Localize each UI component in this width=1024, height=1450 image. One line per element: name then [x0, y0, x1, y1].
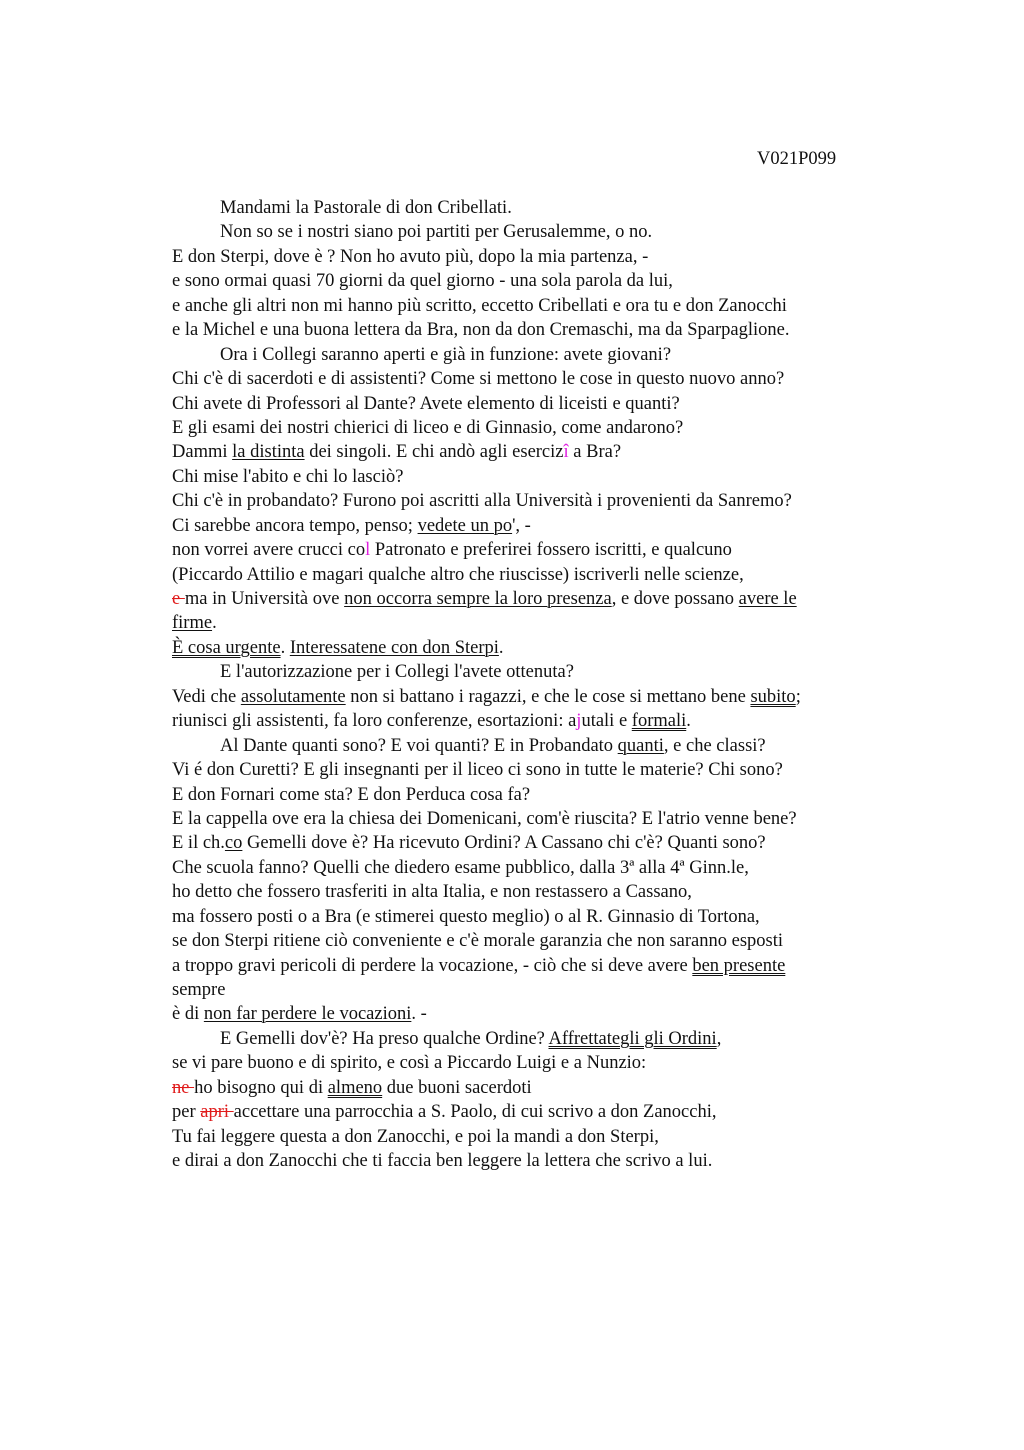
text-line — [172, 1125, 892, 1149]
text-segment: , — [716, 1028, 722, 1049]
text-segment: E la cappella ove era la chiesa dei Domenicani, com'è riuscita? E l'atrio venne bene? — [172, 808, 797, 829]
text-segment: a troppo gravi pericoli di perdere la vocazione, - ciò che si deve avere — [172, 955, 693, 976]
text-segment: . - — [411, 1004, 427, 1025]
text-segment: , e dove possano — [611, 589, 739, 609]
text-segment: e anche gli altri non mi hanno più scritto, eccetto Cribellati e ora tu e don Zanocchi — [172, 295, 787, 316]
double-underlined-text: È cosa urgente — [172, 637, 281, 658]
text-line — [172, 978, 892, 1002]
text-line — [172, 343, 892, 367]
text-segment: . — [686, 711, 691, 732]
double-underlined-text: almeno — [327, 1077, 383, 1098]
text-segment: non vorrei avere crucci co — [172, 540, 366, 561]
underlined-text: co — [224, 833, 243, 854]
underlined-text: non occorra sempre la loro presenza — [344, 589, 612, 609]
text-segment: E don Sterpi, dove è ? Non ho avuto più, dopo la mia partenza, - — [172, 246, 649, 267]
text-line — [172, 929, 892, 953]
text-line — [172, 831, 892, 855]
text-line — [172, 758, 892, 782]
underlined-text: assolutamente — [240, 686, 346, 707]
text-segment: . — [212, 613, 217, 634]
text-line — [172, 1149, 892, 1173]
double-underlined-text: Affrettategli gli Ordini — [548, 1028, 717, 1049]
text-line — [172, 1002, 892, 1026]
text-segment: a Bra? — [568, 442, 622, 463]
text-segment: Vedi che — [172, 686, 241, 707]
underlined-text: avere le — [738, 589, 797, 609]
text-line — [172, 660, 892, 684]
text-line — [172, 856, 892, 880]
text-line — [172, 587, 892, 611]
text-segment: E Gemelli dov'è? Ha preso qualche Ordine? — [220, 1028, 549, 1049]
text-segment: sempre — [172, 980, 226, 1000]
text-segment: e sono ormai quasi 70 giorni da quel giorno - una sola parola da lui, — [172, 271, 673, 292]
text-line — [172, 465, 892, 489]
text-line — [172, 220, 892, 244]
text-segment: Dammi — [172, 442, 233, 463]
text-segment: non si battano i ragazzi, e che le cose si mettano bene — [345, 686, 751, 707]
text-line — [172, 245, 892, 269]
inserted-text: î — [563, 442, 569, 463]
text-segment: ho detto che fossero trasferiti in alta Italia, e non restassero a Cassano, — [172, 882, 692, 903]
text-segment: E il ch. — [172, 833, 225, 854]
text-line — [172, 196, 892, 220]
text-line — [172, 269, 892, 293]
text-line — [172, 611, 892, 635]
text-line — [172, 880, 892, 904]
text-line — [172, 783, 892, 807]
inserted-text: l — [365, 540, 371, 561]
deleted-text: apri — [200, 1102, 234, 1123]
text-segment: Mandami la Pastorale di don Cribellati. — [220, 198, 512, 218]
underlined-text: la distinta — [232, 442, 305, 463]
text-line — [172, 709, 892, 733]
text-segment: ', - — [512, 515, 531, 536]
document-id: V021P099 — [757, 149, 837, 169]
text-segment: ho bisogno qui di — [194, 1077, 328, 1098]
deleted-text: e — [172, 589, 185, 609]
underlined-text: non far perdere le vocazioni — [203, 1004, 412, 1025]
double-underlined-text: ben presente — [692, 955, 786, 976]
text-line — [172, 1100, 892, 1124]
text-segment: per — [172, 1102, 201, 1123]
text-line — [172, 538, 892, 562]
text-segment: è di — [172, 1004, 204, 1025]
text-segment: E gli esami dei nostri chierici di liceo e di Ginnasio, come andarono? — [172, 417, 684, 438]
text-segment: Gemelli dove è? Ha ricevuto Ordini? A Cassano chi c'è? Quanti sono? — [242, 833, 766, 854]
text-segment: Al Dante quanti sono? E voi quanti? E in Probandato — [220, 735, 618, 756]
text-segment: accettare una parrocchia a S. Paolo, di cui scrivo a don Zanocchi, — [233, 1102, 717, 1123]
text-line — [172, 1051, 892, 1075]
underlined-text: quanti — [617, 735, 664, 756]
text-line — [172, 905, 892, 929]
text-segment: Che scuola fanno? Quelli che diedero esame pubblico, dalla 3ª alla 4ª Ginn.le, — [172, 857, 749, 878]
text-segment: due buoni sacerdoti — [382, 1077, 532, 1098]
text-line — [172, 734, 892, 758]
text-line — [172, 318, 892, 342]
text-segment: Ora i Collegi saranno aperti e già in funzione: avete giovani? — [220, 344, 672, 365]
text-segment: se don Sterpi ritiene ciò conveniente e c'è morale garanzia che non saranno esposti — [172, 931, 784, 952]
deleted-text: ne — [172, 1077, 195, 1098]
text-segment: . — [498, 637, 504, 658]
text-line — [172, 1076, 892, 1100]
text-segment: E don Fornari come sta? E don Perduca cosa fa? — [172, 784, 531, 805]
text-segment: ma fossero posti o a Bra (e stimerei questo meglio) o al R. Ginnasio di Tortona, — [172, 906, 760, 927]
double-underlined-text: subito — [750, 686, 796, 707]
text-line — [172, 636, 892, 660]
text-segment: Chi avete di Professori al Dante? Avete elemento di liceisti e quanti? — [172, 393, 680, 414]
text-line — [172, 440, 892, 464]
underlined-text: vedete un po — [417, 515, 513, 536]
text-segment: se vi pare buono e di spirito, e così a Piccardo Luigi e a Nunzio: — [172, 1053, 647, 1074]
text-line — [172, 416, 892, 440]
text-segment: e dirai a don Zanocchi che ti faccia ben leggere la lettera che scrivo a lui. — [172, 1151, 713, 1172]
text-line — [172, 294, 892, 318]
underlined-text: firme — [172, 613, 213, 634]
text-segment: . — [280, 637, 290, 658]
text-segment: dei singoli. E chi andò agli eserciz — [304, 442, 564, 463]
text-segment: Vi é don Curetti? E gli insegnanti per il liceo ci sono in tutte le materie? Chi sono? — [172, 760, 783, 781]
text-line — [172, 489, 892, 513]
text-line — [172, 367, 892, 391]
text-line — [172, 685, 892, 709]
text-segment: Chi c'è in probandato? Furono poi ascritti alla Università i provenienti da Sanremo? — [172, 491, 792, 512]
text-line — [172, 1027, 892, 1051]
text-segment: riunisci gli assistenti, fa loro conferenze, esortazioni: a — [172, 711, 577, 732]
text-segment: E l'autorizzazione per i Collegi l'avete ottenuta? — [220, 662, 574, 683]
text-segment: (Piccardo Attilio e magari qualche altro che riuscisse) iscriverli nelle scienze, — [172, 564, 744, 585]
text-line — [172, 807, 892, 831]
text-segment: Ci sarebbe ancora tempo, penso; — [172, 515, 418, 536]
text-line — [172, 563, 892, 587]
text-segment: Tu fai leggere questa a don Zanocchi, e poi la mandi a don Sterpi, — [172, 1126, 659, 1147]
underlined-text: Interessatene con don Sterpi — [289, 637, 499, 658]
text-line — [172, 514, 892, 538]
text-segment: , e che classi? — [663, 735, 766, 756]
text-segment: ma in Università ove — [184, 589, 345, 609]
text-segment: e la Michel e una buona lettera da Bra, non da don Cremaschi, ma da Sparpaglione. — [172, 320, 790, 341]
text-segment: Chi c'è di sacerdoti e di assistenti? Come si mettono le cose in questo nuovo anno? — [172, 369, 785, 390]
text-segment: ; — [795, 686, 801, 707]
text-line — [172, 954, 892, 978]
text-segment: Chi mise l'abito e chi lo lasciò? — [172, 466, 404, 487]
double-underlined-text: formali — [631, 711, 687, 732]
letter-body — [172, 196, 892, 1174]
text-segment: utali e — [581, 711, 632, 732]
text-line — [172, 392, 892, 416]
inserted-text: j — [576, 711, 582, 732]
text-segment: Patronato e preferirei fossero iscritti, e qualcuno — [370, 540, 732, 561]
text-segment: Non so se i nostri siano poi partiti per Gerusalemme, o no. — [220, 222, 653, 243]
